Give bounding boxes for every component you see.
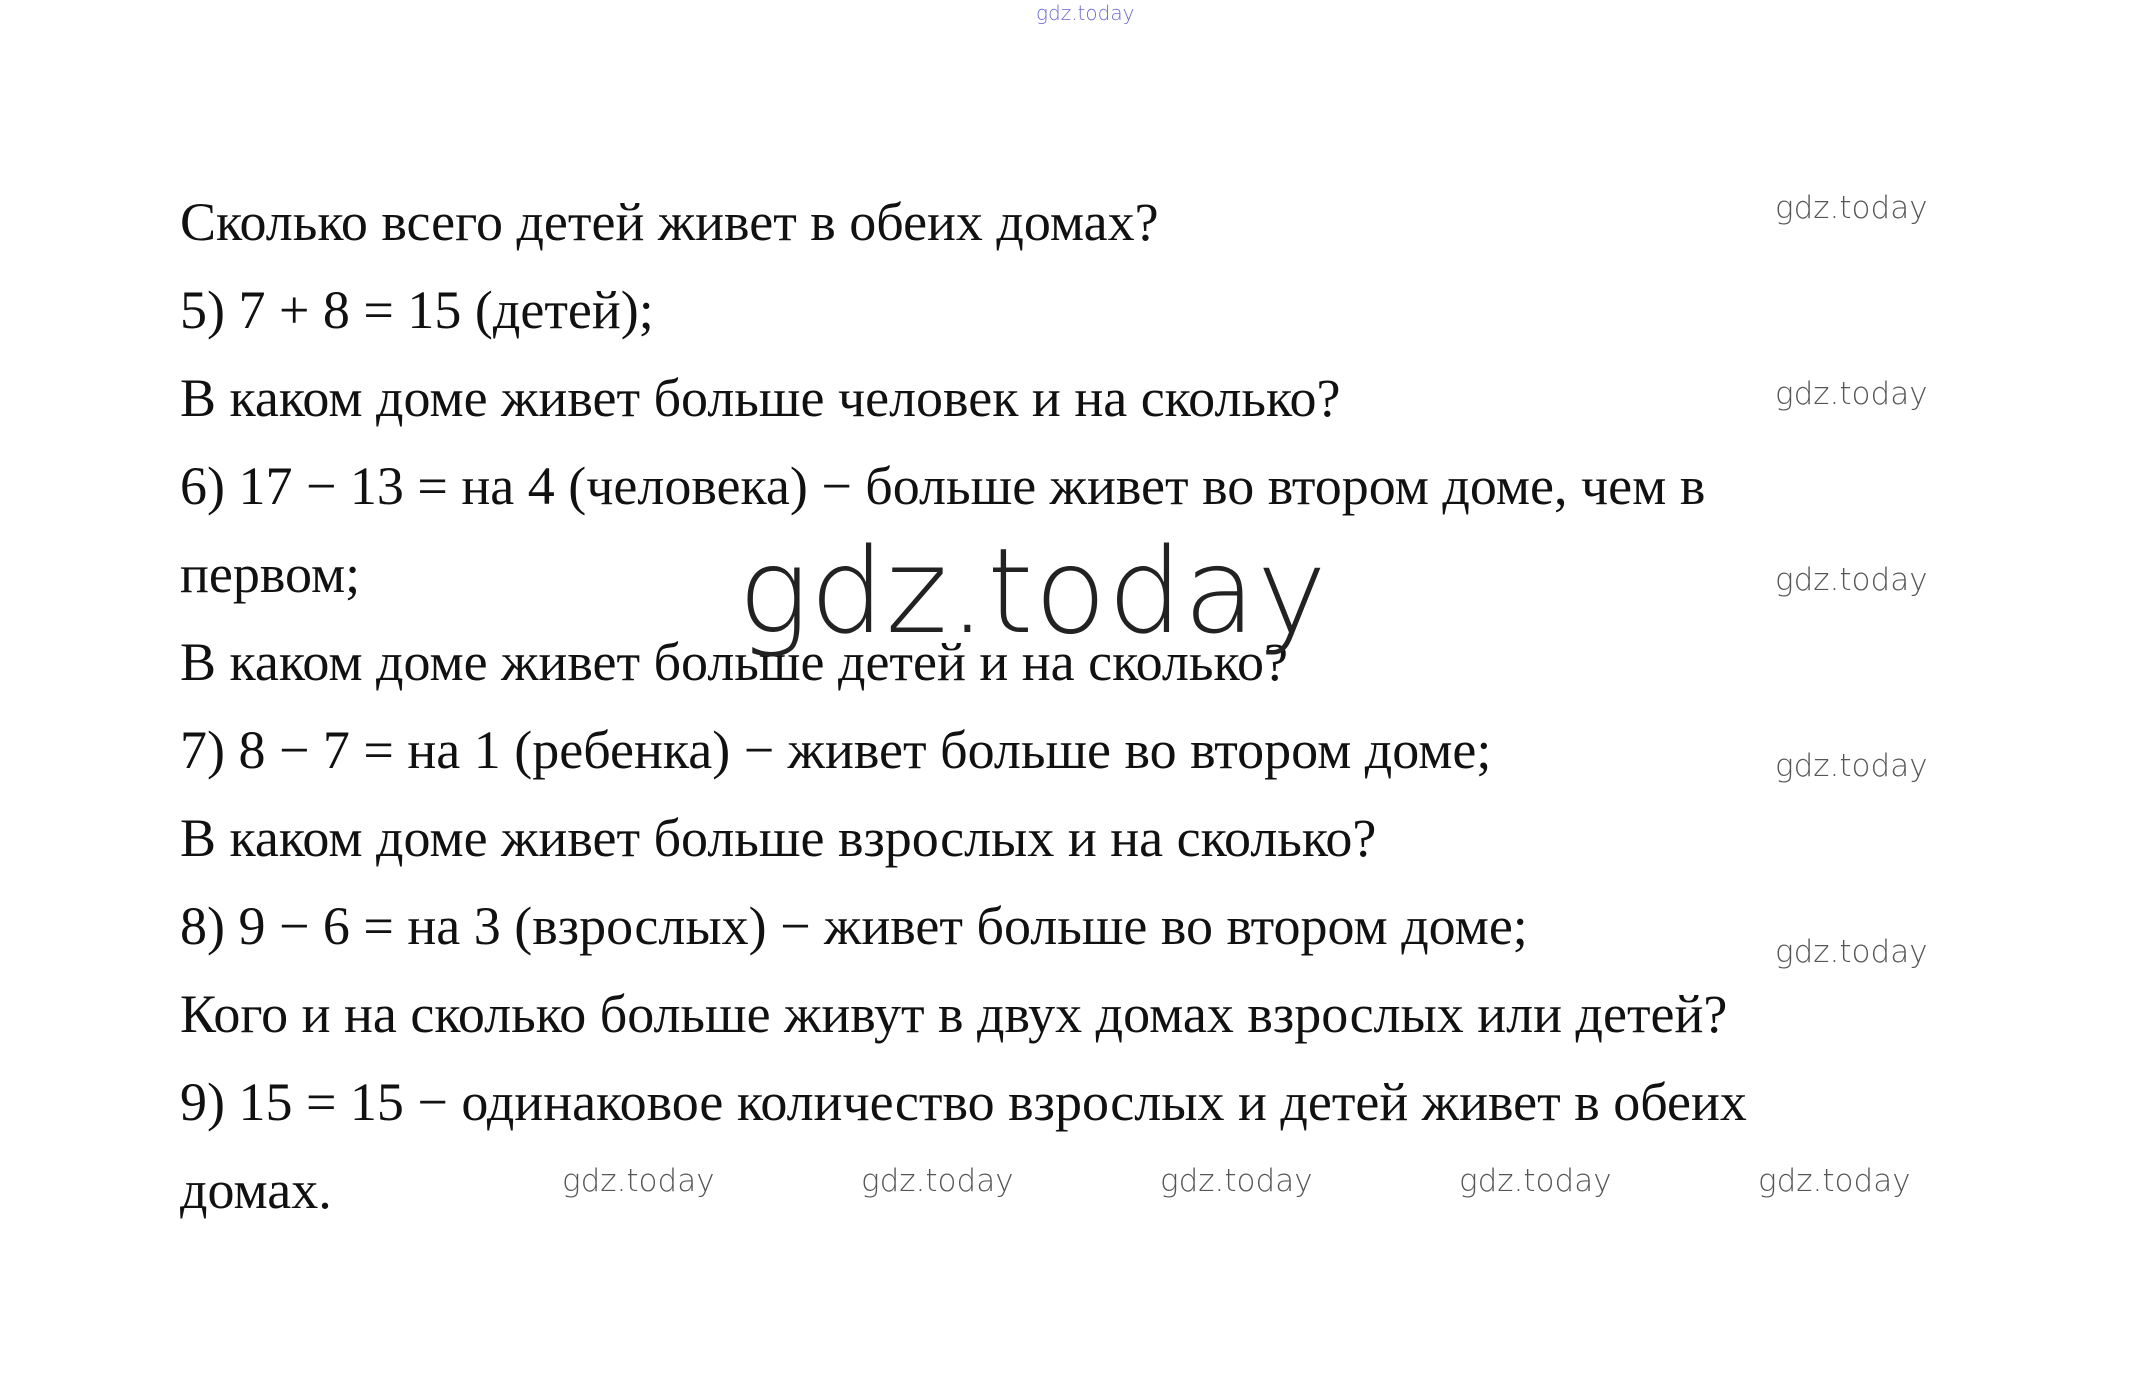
watermark-center: gdz.today (738, 522, 1328, 660)
watermark-top: gdz.today (1036, 1, 1135, 25)
watermark-side-3: gdz.today (1775, 562, 1928, 598)
text-line-12: домах. (180, 1160, 332, 1220)
text-line-9: 8) 9 − 6 = на 3 (взрослых) − живет больше во втором доме; (180, 896, 1528, 956)
watermark-side-2: gdz.today (1775, 376, 1928, 412)
watermark-side-1: gdz.today (1775, 190, 1928, 226)
watermark-bottom-2: gdz.today (861, 1163, 1014, 1199)
watermark-bottom-3: gdz.today (1160, 1163, 1313, 1199)
watermark-side-5: gdz.today (1775, 934, 1928, 970)
watermark-side-4: gdz.today (1775, 748, 1928, 784)
text-line-11: 9) 15 = 15 − одинаковое количество взрослых и детей живет в обеих (180, 1072, 1747, 1132)
text-line-8: В каком доме живет больше взрослых и на сколько? (180, 808, 1377, 868)
text-line-5: первом; (180, 544, 361, 604)
watermark-bottom-1: gdz.today (562, 1163, 715, 1199)
text-line-7: 7) 8 − 7 = на 1 (ребенка) − живет больше во втором доме; (180, 720, 1492, 780)
text-line-4: 6) 17 − 13 = на 4 (человека) − больше живет во втором доме, чем в (180, 456, 1706, 516)
text-line-1: Сколько всего детей живет в обеих домах? (180, 192, 1159, 252)
text-line-6: В каком доме живет больше детей и на сколько? (180, 632, 1288, 692)
watermark-bottom-5: gdz.today (1758, 1163, 1911, 1199)
watermark-bottom-4: gdz.today (1459, 1163, 1612, 1199)
text-line-3: В каком доме живет больше человек и на сколько? (180, 368, 1341, 428)
text-line-2: 5) 7 + 8 = 15 (детей); (180, 280, 654, 340)
text-line-10: Кого и на сколько больше живут в двух домах взрослых или детей? (180, 984, 1728, 1044)
